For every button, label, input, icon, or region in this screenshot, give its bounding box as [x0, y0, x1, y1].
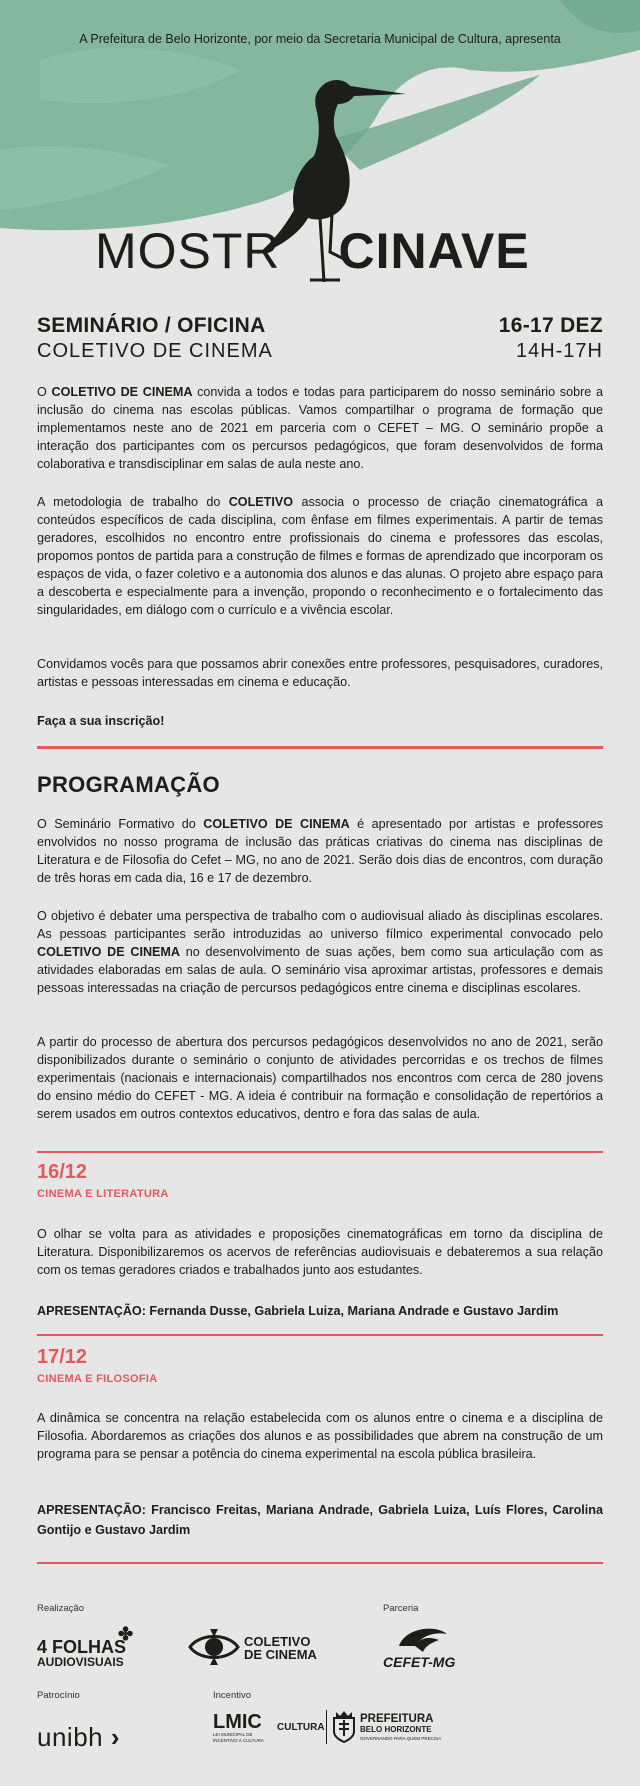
unibh-logo: unibh ›: [37, 1722, 121, 1752]
event-time: 14H-17H: [515, 340, 603, 362]
day1-theme: CINEMA E LITERATURA: [37, 1188, 169, 1200]
patrocinio-label: Patrocínio: [37, 1690, 80, 1701]
mostra-cinave-logo: MOSTR CINAVE: [95, 223, 530, 279]
day2-credits: APRESENTAÇÃO: Francisco Freitas, Mariana Andrade, Gabriela Luiza, Luís Flores, Carolina Gontijo e Gustavo Jardim: [37, 1503, 603, 1537]
realizacao-label: Realização: [37, 1603, 84, 1614]
intro-paragraph-3: Convidamos vocês para que possamos abrir conexões entre professores, pesquisadores, curadores, artistas e pessoas interessadas em cinema e educação.: [37, 657, 603, 689]
day1-date: 16/12: [37, 1161, 88, 1183]
day2-description: A dinâmica se concentra na relação estabelecida com os alunos entre o cinema e a disciplina de Filosofia. Abordaremos as criações dos alunos e as possibilidades que abrem na construção de um programa para se pensar a potência do cinema experimental na escola pública brasileira.: [37, 1411, 603, 1461]
coat-of-arms-icon: [331, 1710, 357, 1744]
parceria-label: Parceria: [383, 1603, 419, 1614]
coletivo-de-cinema-logo: COLETIVO DE CINEMA: [244, 1634, 317, 1662]
4-folhas-logo: 4 FOLHAS AUDIOVISUAIS: [37, 1637, 127, 1669]
event-title: SEMINÁRIO / OFICINA: [37, 314, 266, 337]
day2-theme: CINEMA E FILOSOFIA: [37, 1373, 158, 1385]
eye-icon: [188, 1627, 240, 1667]
day2-divider: [37, 1334, 603, 1336]
programacao-paragraph-2: O objetivo é debater uma perspectiva de trabalho com o audiovisual aliado às disciplinas escolares. As pessoas participantes serão introduzidas ao universo fílmico experimental convocado pelo COLETIVO DE CINEMA no desenvolvimento de suas ações, bem como sua articulação com as atividades elaboradas em salas de aula. O seminário visa aproximar artistas, professores e demais pessoas interessadas na criação de percursos pedagógicos entre cinema e disciplinas escolares.: [37, 909, 603, 995]
signup-link[interactable]: Faça a sua inscrição!: [37, 714, 165, 728]
logo-separator: [326, 1710, 327, 1744]
cefet-emblem-icon: [395, 1624, 451, 1654]
day1-credits: APRESENTAÇÃO: Fernanda Dusse, Gabriela Luiza, Mariana Andrade e Gustavo Jardim: [37, 1304, 559, 1318]
hero-banner: [0, 0, 640, 300]
incentivo-label: Incentivo: [213, 1690, 252, 1701]
lmic-logo: LMIC LEI MUNICIPAL DE INCENTIVO À CULTURA: [213, 1711, 264, 1743]
clover-icon: ✤: [118, 1624, 134, 1644]
cefet-logo: CEFET-MG: [383, 1654, 456, 1670]
prefeitura-bh-logo: PREFEITURA BELO HORIZONTE GOVERNANDO PARA QUEM PRECISA: [360, 1713, 442, 1741]
presenter-line: A Prefeitura de Belo Horizonte, por meio da Secretaria Municipal de Cultura, apresenta: [79, 32, 561, 46]
event-subtitle: COLETIVO DE CINEMA: [37, 340, 273, 362]
day1-description: O olhar se volta para as atividades e proposições cinematográficas em torno da disciplina de Literatura. Disponibilizaremos os acervos de referências audiovisuais e debateremos a sua relação com os temas geradores criados e trabalhados junto aos estudantes.: [37, 1227, 603, 1277]
footer-divider: [37, 1562, 603, 1564]
intro-paragraph-1: O COLETIVO DE CINEMA convida a todos e todas para participarem do nosso seminário sobre a inclusão do cinema nas escolas públicas. Vamos compartilhar o programa de formação que implementamos neste ano de 2021 em parceria com o CEFET – MG. O seminário propõe a interação dos participantes com os percursos pedagógicos, que foram desenvolvidos de forma colaborativa e transdisciplinar em salas de aula neste ano.: [37, 385, 604, 471]
intro-paragraph-2: A metodologia de trabalho do COLETIVO associa o processo de criação cinematográfica a conteúdos específicos de cada disciplina, com ênfase em filmes experimentais. A partir de temas geradores, escolhidos no encontro entre profissionais do cinema e professores das escolas, propomos pontos de partida para a construção de filmes e formas de aprendizado que incorporam os espaços de vida, o fazer coletivo e a autonomia dos alunos e das alunas. O projeto abre espaço para a descoberta e especialmente para a invenção, propondo o reconhecimento e o fortalecimento das singularidades, em diálogo com o currículo e a vivência escolar.: [37, 495, 603, 617]
section-divider: [37, 746, 603, 749]
day1-divider: [37, 1151, 603, 1153]
event-date: 16-17 DEZ: [498, 314, 603, 337]
day2-date: 17/12: [37, 1346, 88, 1368]
cultura-label: CULTURA: [277, 1722, 325, 1733]
programacao-title: PROGRAMAÇÃO: [37, 772, 220, 797]
programacao-paragraph-1: O Seminário Formativo do COLETIVO DE CINEMA é apresentado por artistas e professores envolvidos no nosso programa de inclusão das práticas criativas do cinema nas disciplinas de Literatura e de Filosofia do Cefet – MG, no ano de 2021. Serão dois dias de encontros, com duração de três horas em cada dia, 16 e 17 de dezembro.: [37, 817, 603, 885]
programacao-paragraph-3: A partir do processo de abertura dos percursos pedagógicos desenvolvidos no ano de 2021, serão disponibilizados durante o seminário o conjunto de atividades percorridas e os trechos de filmes experimentais (nacionais e internacionais) compartilhados nos encontros com cerca de 280 jovens do ensino médio do CEFET - MG. A ideia é contribuir na formação e consolidação de repertórios a serem usados em outros contextos educativos, dentro e fora das salas de aula.: [37, 1035, 603, 1121]
